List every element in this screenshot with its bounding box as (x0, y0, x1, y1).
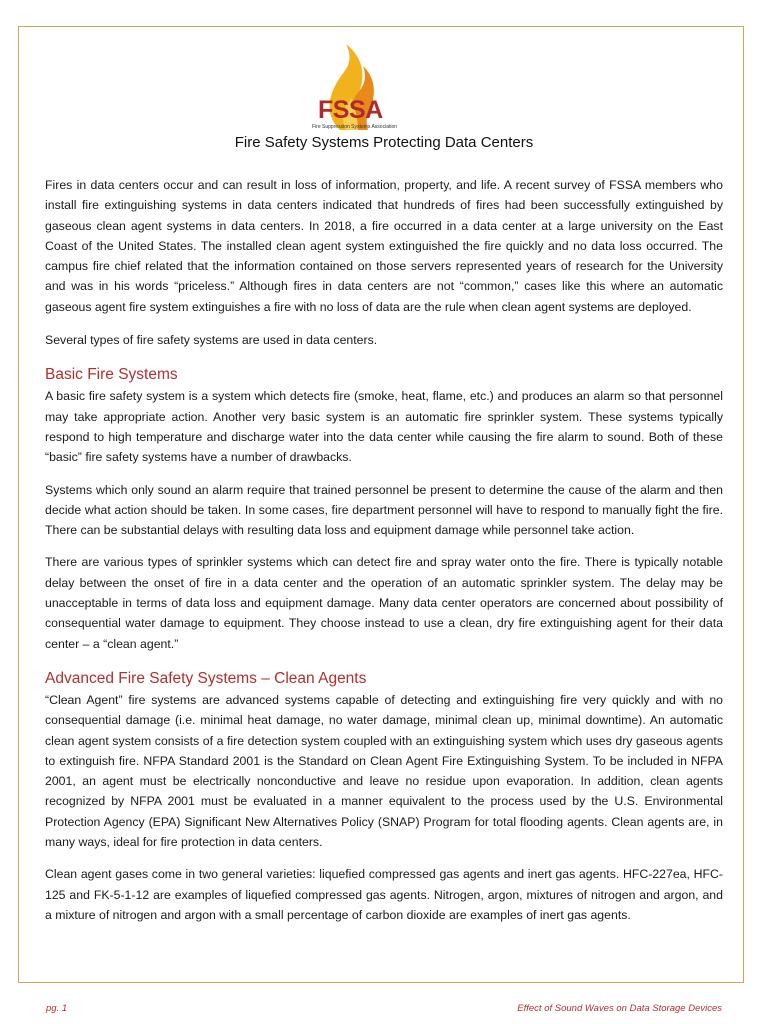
intro-paragraph: Fires in data centers occur and can result in loss of information, property, and life. A recent survey of FSSA members who install fire extinguishing systems in data centers indicated that hundreds of fires had been successfully extinguished by gaseous clean agent systems in data centers. In 2018, a fire occurred in a data center at a large university on the East Coast of the United States. The installed clean agent system extinguished the fire quickly and no data loss occurred. The campus fire chief related that the information contained on those servers represented years of research for the University and was in his words “priceless.” Although fires in data centers are not “common,” cases like this where an automatic gaseous agent fire system extinguishes a fire with no loss of data are the rule when clean agent systems are deployed. (45, 178, 723, 314)
clean-agents-paragraph-1: “Clean Agent” fire systems are advanced systems capable of detecting and extinguishing fire very quickly and with no consequential damage (i.e. minimal heat damage, no water damage, minimal clean up, minimal downtime). An automatic clean agent system consists of a fire detection system coupled with an extinguishing system which uses dry gaseous agents to extinguish fire. NFPA Standard 2001 is the Standard on Clean Agent Fire Extinguishing System. To be included in NFPA 2001, an agent must be electrically nonconductive and leave no residue upon evaporation. In addition, clean agents recognized by NFPA 2001 must be evaluated in a manner equivalent to the process used by the U.S. Environmental Protection Agency (EPA) Significant New Alternatives Policy (SNAP) Program for total flooding agents. Clean agents are, in many ways, ideal for fire protection in data centers. (45, 692, 723, 850)
footer-page-number: pg. 1 (46, 1003, 68, 1014)
footer-document-title: Effect of Sound Waves on Data Storage Devices (517, 1003, 722, 1014)
basic-paragraph-1: A basic fire safety system is a system which detects fire (smoke, heat, flame, etc.) and produces an alarm so that personnel may take appropriate action. Another very basic system is an automatic fire sprinkler system. These systems typically respond to high temperature and discharge water into the data center while causing the fire alarm to sound. Both of these “basic” fire safety systems have a number of drawbacks. (45, 389, 723, 465)
section-heading-clean-agents: Advanced Fire Safety Systems – Clean Agents (45, 669, 367, 687)
document-body (45, 175, 723, 937)
fssa-logo-subtitle: Fire Suppression Systems Association (312, 124, 398, 130)
basic-paragraph-2: Systems which only sound an alarm require that trained personnel be present to determine the cause of the alarm and then decide what action should be taken. In some cases, fire department personnel will have to respond to manually fight the fire. There can be substantial delays with resulting data loss and equipment damage while personnel take action. (45, 482, 723, 538)
clean-agents-paragraph-2: Clean agent gases come in two general varieties: liquefied compressed gas agents and inert gas agents. HFC-227ea, HFC-125 and FK-5-1-12 are examples of liquefied compressed gas agents. Nitrogen, argon, mixtures of nitrogen and argon, and a mixture of nitrogen and argon with a small percentage of carbon dioxide are examples of inert gas agents. (45, 867, 723, 922)
basic-paragraph-3: There are various types of sprinkler systems which can detect fire and spray water onto the fire. There is typically notable delay between the onset of fire in a data center and the operation of an automatic sprinkler system. The delay may be unacceptable in terms of data loss and equipment damage. Many data center operators are concerned about possibility of consequential water damage to equipment. They choose instead to use a clean, dry fire extinguishing agent for their data center – a “clean agent.” (45, 555, 723, 651)
fssa-logo-text: FSSA (318, 96, 383, 124)
section-heading-basic-fire-systems: Basic Fire Systems (45, 366, 178, 384)
intro-paragraph-2: Several types of fire safety systems are used in data centers. (45, 333, 378, 348)
page-title: Fire Safety Systems Protecting Data Centers (234, 134, 534, 151)
